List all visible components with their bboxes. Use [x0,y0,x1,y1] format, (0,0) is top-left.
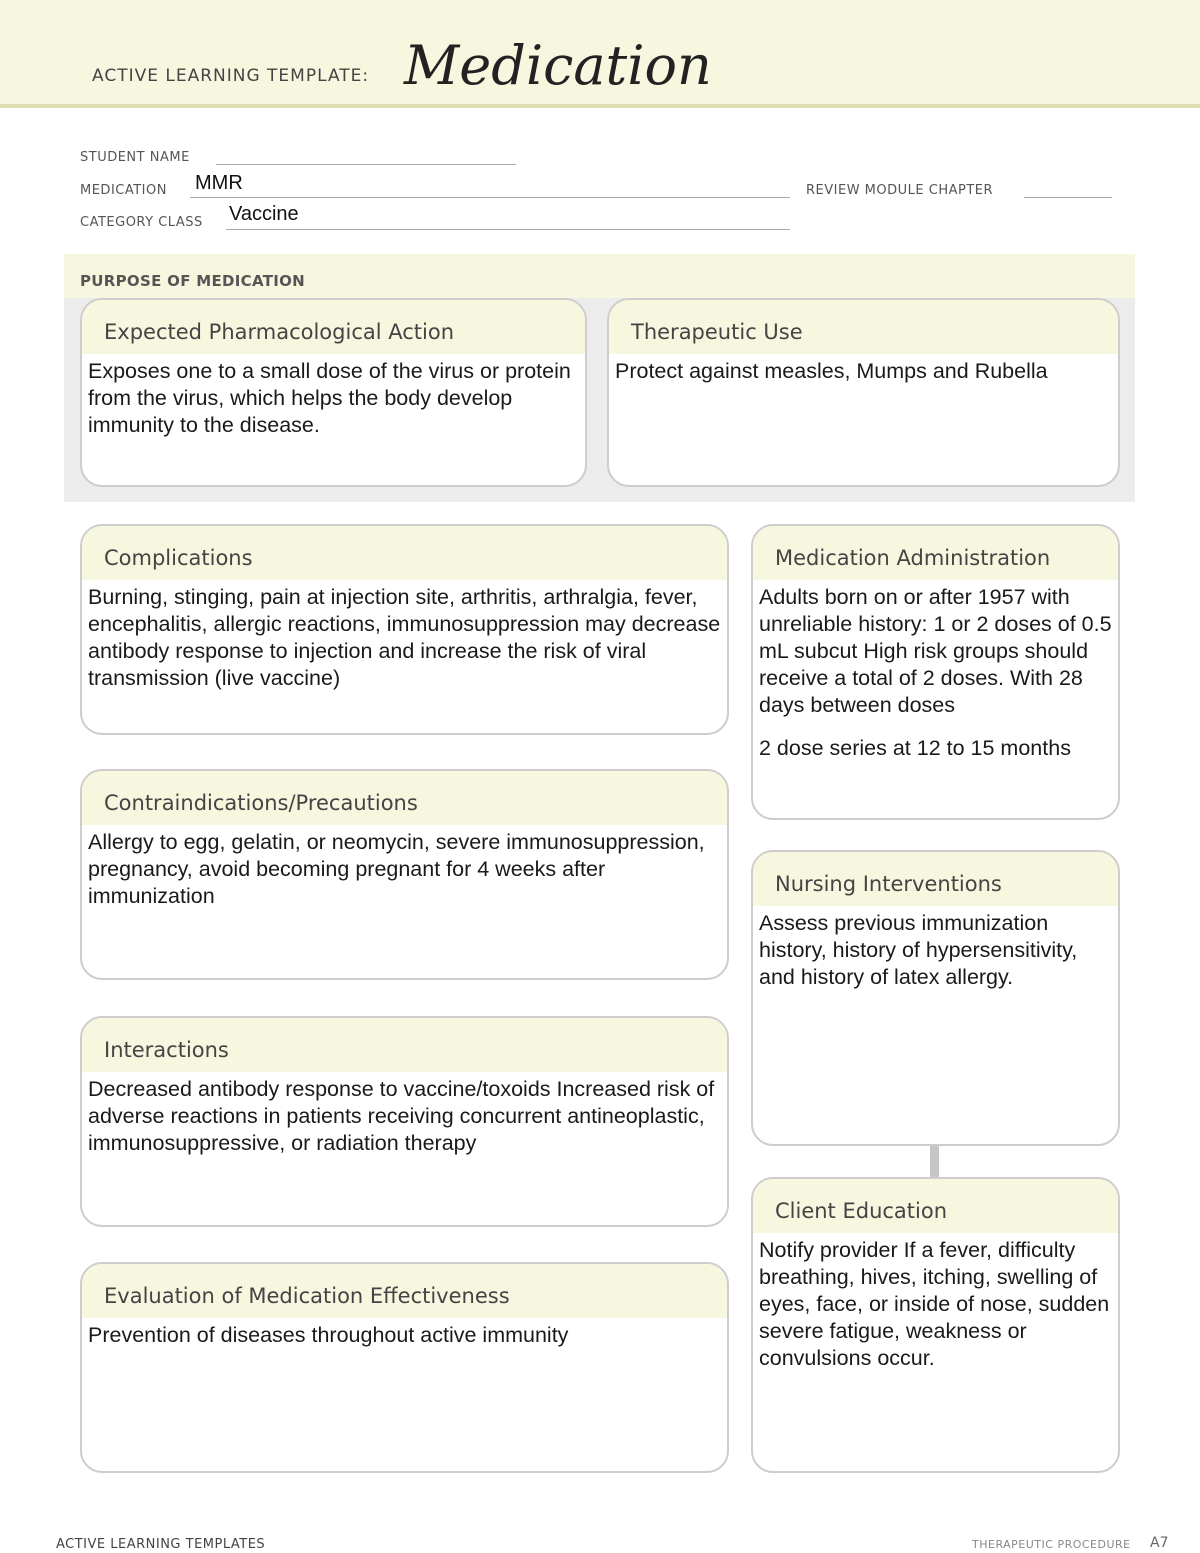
category-class-label: CATEGORY CLASS [80,215,203,230]
nursing-interventions-text[interactable]: Assess previous immunization history, history of hypersensitivity, and history of latex allergy. [759,911,1078,989]
expected-action-text[interactable]: Exposes one to a small dose of the virus or protein from the virus, which helps the body develop immunity to the disease. [88,359,571,437]
interactions-text[interactable]: Decreased antibody response to vaccine/toxoids Increased risk of adverse reactions in patients receiving concurrent antineoplastic, immunosuppressive, or radiation therapy [88,1077,715,1155]
purpose-title: PURPOSE OF MEDICATION [80,272,306,290]
medication-field[interactable] [190,197,790,198]
interactions-box [80,1016,729,1227]
medication-value: MMR [195,172,243,194]
nursing-interventions-box [751,850,1120,1146]
administration-box [751,524,1120,820]
complications-text[interactable]: Burning, stinging, pain at injection site, arthritis, arthralgia, fever, encephalitis, allergic reactions, immunosuppression may decrease antibody response to injection and increase the risk of viral transmission (live vaccine) [88,585,721,690]
connector-line [930,1146,939,1178]
contraindications-box [80,769,729,980]
therapeutic-use-text[interactable]: Protect against measles, Mumps and Rubella [615,359,1048,383]
therapeutic-use-title: Therapeutic Use [609,300,1118,354]
student-name-field[interactable] [216,164,516,165]
template-header [0,0,1200,108]
client-education-text[interactable]: Notify provider If a fever, difficulty breathing, hives, itching, swelling of eyes, face, or inside of nose, sudden severe fatigue, weakness or convulsions occur. [759,1238,1110,1370]
interactions-title: Interactions [82,1018,727,1072]
therapeutic-use-box [607,298,1120,487]
contraindications-title: Contraindications/Precautions [82,771,727,825]
complications-title: Complications [82,526,727,580]
category-class-field[interactable] [226,229,790,230]
evaluation-text[interactable]: Prevention of diseases throughout active immunity [88,1323,569,1347]
evaluation-title: Evaluation of Medication Effectiveness [82,1264,727,1318]
page-number: A7 [1150,1535,1169,1551]
administration-text-2[interactable]: 2 dose series at 12 to 15 months [759,736,1071,760]
category-class-value: Vaccine [229,203,299,225]
expected-action-box [80,298,587,487]
review-module-field[interactable] [1024,197,1112,198]
administration-title: Medication Administration [753,526,1118,580]
review-module-label: REVIEW MODULE CHAPTER [806,183,994,198]
client-education-title: Client Education [753,1179,1118,1233]
medication-label: MEDICATION [80,183,167,198]
complications-box [80,524,729,735]
evaluation-box [80,1262,729,1473]
administration-text[interactable]: Adults born on or after 1957 with unreliable history: 1 or 2 doses of 0.5 mL subcut High risk groups should receive a total of 2 doses. With 28 days between doses [759,585,1112,717]
nursing-interventions-title: Nursing Interventions [753,852,1118,906]
page-title: Medication [404,34,712,97]
student-name-label: STUDENT NAME [80,150,190,165]
template-label: ACTIVE LEARNING TEMPLATE: [92,66,370,86]
footer-right: THERAPEUTIC PROCEDURE [972,1538,1131,1551]
contraindications-text[interactable]: Allergy to egg, gelatin, or neomycin, severe immunosuppression, pregnancy, avoid becoming pregnant for 4 weeks after immunization [88,830,705,908]
footer-left: ACTIVE LEARNING TEMPLATES [56,1537,266,1552]
expected-action-title: Expected Pharmacological Action [82,300,585,354]
client-education-box [751,1177,1120,1473]
